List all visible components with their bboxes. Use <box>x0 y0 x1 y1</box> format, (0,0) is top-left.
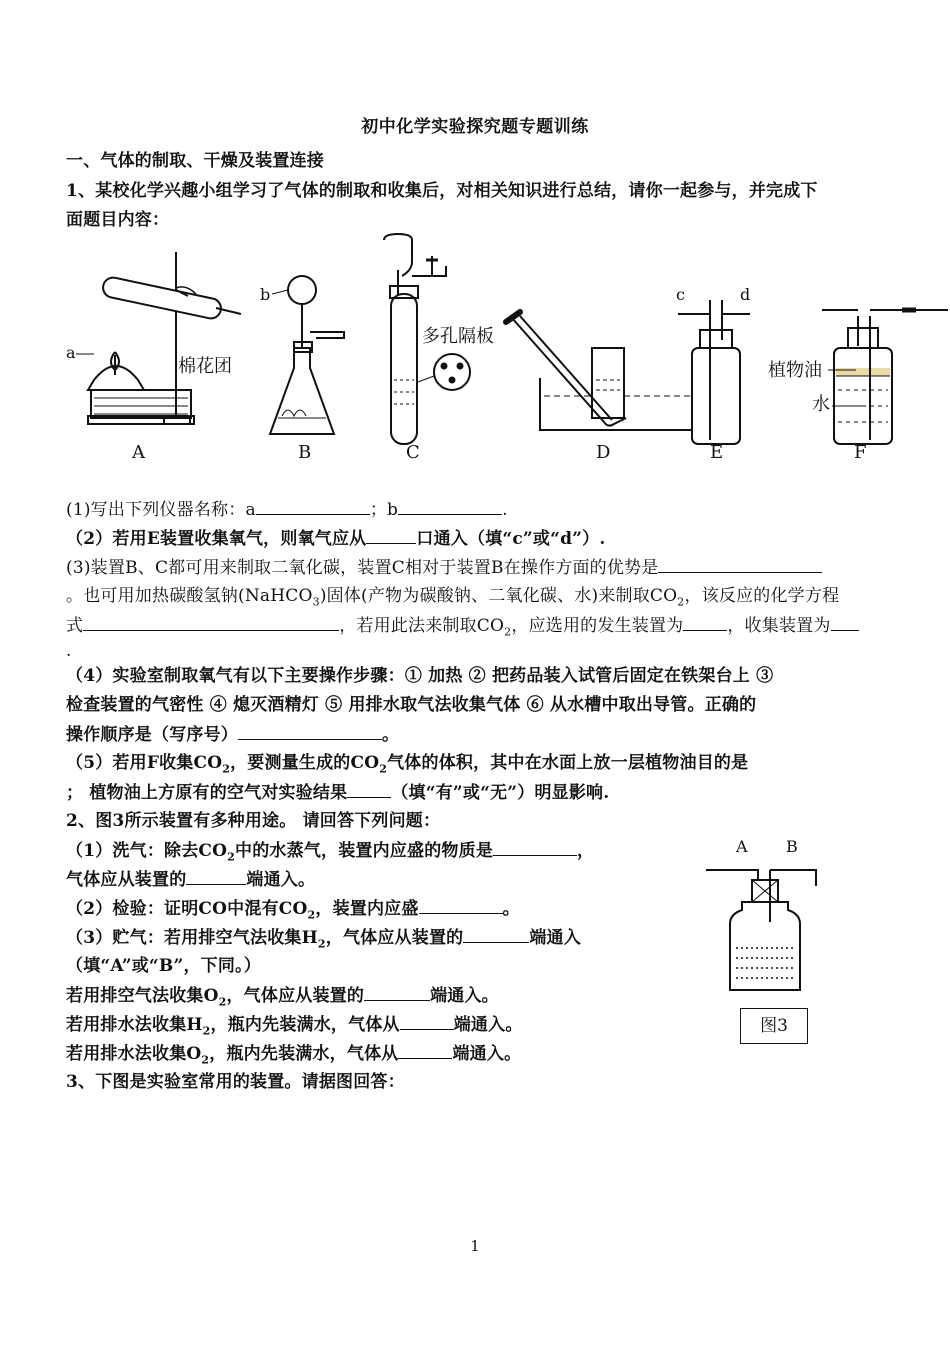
label-a: A <box>132 442 145 463</box>
q2-line5: （填“A”或“B”，下同。） <box>66 956 261 976</box>
subscript-2: 2 <box>222 762 231 776</box>
q1-part1-end: . <box>502 500 508 520</box>
answer-blank-reagent[interactable] <box>419 897 503 914</box>
q1-part5-line2 <box>66 781 886 804</box>
q1-part2 <box>66 527 886 550</box>
q2-text-3a: （2）检验：证明CO中混有CO <box>66 899 308 919</box>
apparatus-f <box>822 310 948 444</box>
q2-text-1b: 中的水蒸气，装置内应盛的物质是 <box>235 841 494 861</box>
q2-text-8b: ，瓶内先装满水，气体从 <box>209 1044 399 1064</box>
q1-part3-text-3d: ，收集装置为 <box>727 616 831 636</box>
q1-part3-line3 <box>66 614 886 643</box>
annot-water: 水 <box>812 394 830 415</box>
q3-intro: 3、下图是实验室常用的装置。请据图回答： <box>66 1072 405 1092</box>
q2-text-4a: （3）贮气：若用排空气法收集H <box>66 928 318 948</box>
answer-blank-equation[interactable] <box>83 614 339 631</box>
answer-blank-inlet-2[interactable] <box>463 926 529 943</box>
subscript-2: 2 <box>677 595 685 609</box>
q1-intro-line1: 1、某校化学兴趣小组学习了气体的制取和收集后，对相关知识进行总结，请你一起参与，并完成下 <box>66 181 818 201</box>
q2-text-3c: 。 <box>502 899 520 919</box>
q1-part3-text-3a: 式 <box>66 616 84 636</box>
fig3-label-a: A <box>736 837 748 856</box>
apparatus-figure <box>66 230 950 470</box>
answer-blank-inlet-5[interactable] <box>398 1042 452 1059</box>
annot-c: c <box>676 285 685 304</box>
q2-text-2b: 端通入。 <box>246 870 316 890</box>
annot-oil: 植物油 <box>768 360 822 381</box>
q1-part4-text-3a: 操作顺序是（写序号） <box>66 725 238 745</box>
answer-blank-b[interactable] <box>398 498 502 515</box>
page-number: 1 <box>470 1237 480 1255</box>
answer-blank-order[interactable] <box>238 723 382 740</box>
q2-line7 <box>66 1013 666 1042</box>
label-c: C <box>406 442 420 463</box>
q2-text-7b: ，瓶内先装满水，气体从 <box>210 1015 400 1035</box>
q1-part3-text-3c: ，应选用的发生装置为 <box>511 616 684 636</box>
q2-text-3b: ，装置内应盛 <box>315 899 419 919</box>
answer-blank-a[interactable] <box>256 498 370 515</box>
q1-part3-text-2c: ，该反应的化学方程 <box>684 586 840 606</box>
q2-intro: 2、图3所示装置有多种用途。 请回答下列问题： <box>66 811 441 831</box>
page-title: 初中化学实验探究题专题训练 <box>361 117 589 137</box>
section-heading: 一、气体的制取、干燥及装置连接 <box>66 151 324 171</box>
q1-part3-line2 <box>66 585 886 613</box>
q1-part5-text-2b: （填“有”或“无”）明显影响. <box>391 783 610 803</box>
answer-blank-generator[interactable] <box>683 614 727 631</box>
q1-part5-text-1b: ，要测量生成的CO <box>230 753 380 773</box>
q2-text-7c: 端通入。 <box>453 1015 523 1035</box>
q1-part3-text-2a: 。也可用加热碳酸氢钠(NaHCO <box>66 586 313 606</box>
subscript-2: 2 <box>202 1024 211 1038</box>
subscript-2: 2 <box>218 995 227 1009</box>
answer-blank-substance[interactable] <box>493 839 577 856</box>
answer-blank-effect[interactable] <box>347 781 391 798</box>
label-b: B <box>298 442 312 463</box>
answer-blank-inlet[interactable] <box>366 527 416 544</box>
subscript-2: 2 <box>504 625 512 639</box>
q1-part4-line2: 检查装置的气密性 ④ 熄灭酒精灯 ⑤ 用排水取气法收集气体 ⑥ 从水槽中取出导管。正确的 <box>66 695 757 715</box>
q1-part5-line1 <box>66 752 886 780</box>
label-e: E <box>710 442 724 463</box>
answer-blank-inlet-1[interactable] <box>186 868 246 885</box>
q2-text-6c: 端通入。 <box>430 986 499 1006</box>
answer-blank-collector[interactable] <box>831 614 859 631</box>
q1-part4-line1: （4）实验室制取氧气有以下主要操作步骤：① 加热 ② 把药品装入试管后固定在铁架台上 ③ <box>66 666 774 686</box>
q1-part2-text-a: （2）若用E装置收集氧气，则氧气应从 <box>66 529 367 549</box>
q1-part4-text-3b: 。 <box>382 725 400 745</box>
answer-blank-inlet-3[interactable] <box>364 984 430 1001</box>
q2-line3 <box>66 897 666 926</box>
annot-d: d <box>740 285 751 304</box>
q2-line1 <box>66 839 666 868</box>
subscript-3: 3 <box>312 595 320 609</box>
q1-part3-line4: . <box>66 641 72 661</box>
q2-text-4b: ，气体应从装置的 <box>325 928 464 948</box>
q1-part2-text-b: 口通入（填“c”或“d”）. <box>416 529 606 549</box>
label-d: D <box>596 442 611 463</box>
q2-line4 <box>66 926 666 955</box>
annot-b: b <box>260 285 271 304</box>
apparatus-d <box>506 312 706 430</box>
subscript-2: 2 <box>317 937 326 951</box>
annot-cotton: 棉花团 <box>178 356 232 377</box>
annot-porous-plate: 多孔隔板 <box>422 326 494 347</box>
q1-part5-text-1c: 气体的体积，其中在水面上放一层植物油目的是 <box>387 753 749 773</box>
q1-part3-text-1: (3)装置B、C都可用来制取二氧化碳，装置C相对于装置B在操作方面的优势是 <box>66 558 659 578</box>
subscript-2: 2 <box>379 762 388 776</box>
q2-line6 <box>66 984 666 1013</box>
q2-text-1c: ， <box>577 841 595 861</box>
q1-part3-line1 <box>66 556 886 579</box>
q2-text-2a: 气体应从装置的 <box>66 870 187 890</box>
apparatus-b <box>270 276 344 434</box>
q1-part1-text-a: (1)写出下列仪器名称：a <box>66 500 256 520</box>
subscript-2: 2 <box>307 908 316 922</box>
q2-text-4c: 端通入 <box>529 928 581 948</box>
annot-a: a <box>66 343 76 362</box>
apparatus-e <box>678 300 750 444</box>
subscript-2: 2 <box>201 1053 210 1067</box>
fig3-label-b: B <box>786 837 798 856</box>
answer-blank-advantage[interactable] <box>658 556 822 573</box>
q2-text-6a: 若用排空气法收集O <box>66 986 219 1006</box>
q1-part3-text-2b: )固体(产物为碳酸钠、二氧化碳、水)来制取CO <box>319 586 678 606</box>
q1-part1 <box>66 498 886 521</box>
apparatus-a <box>88 252 241 424</box>
q2-text-7a: 若用排水法收集H <box>66 1015 203 1035</box>
q2-text-1a: （1）洗气：除去CO <box>66 841 228 861</box>
q1-part1-text-b: ；b <box>369 500 399 520</box>
q2-line2 <box>66 868 666 891</box>
q2-text-8a: 若用排水法收集O <box>66 1044 202 1064</box>
q1-part3-text-3b: ，若用此法来制取CO <box>339 616 505 636</box>
subscript-2: 2 <box>227 850 236 864</box>
q2-text-8c: 端通入。 <box>452 1044 522 1064</box>
answer-blank-inlet-4[interactable] <box>400 1013 454 1030</box>
q2-text-6b: ，气体应从装置的 <box>226 986 365 1006</box>
figure-3-caption: 图3 <box>740 1008 808 1044</box>
q1-part5-text-1a: （5）若用F收集CO <box>66 753 223 773</box>
q2-line8 <box>66 1042 666 1071</box>
label-f: F <box>854 442 867 463</box>
q1-part4-line3 <box>66 723 886 746</box>
q1-intro-line2: 面题目内容： <box>66 210 170 230</box>
q1-part5-text-2a: ； 植物油上方原有的空气对实验结果 <box>66 783 348 803</box>
